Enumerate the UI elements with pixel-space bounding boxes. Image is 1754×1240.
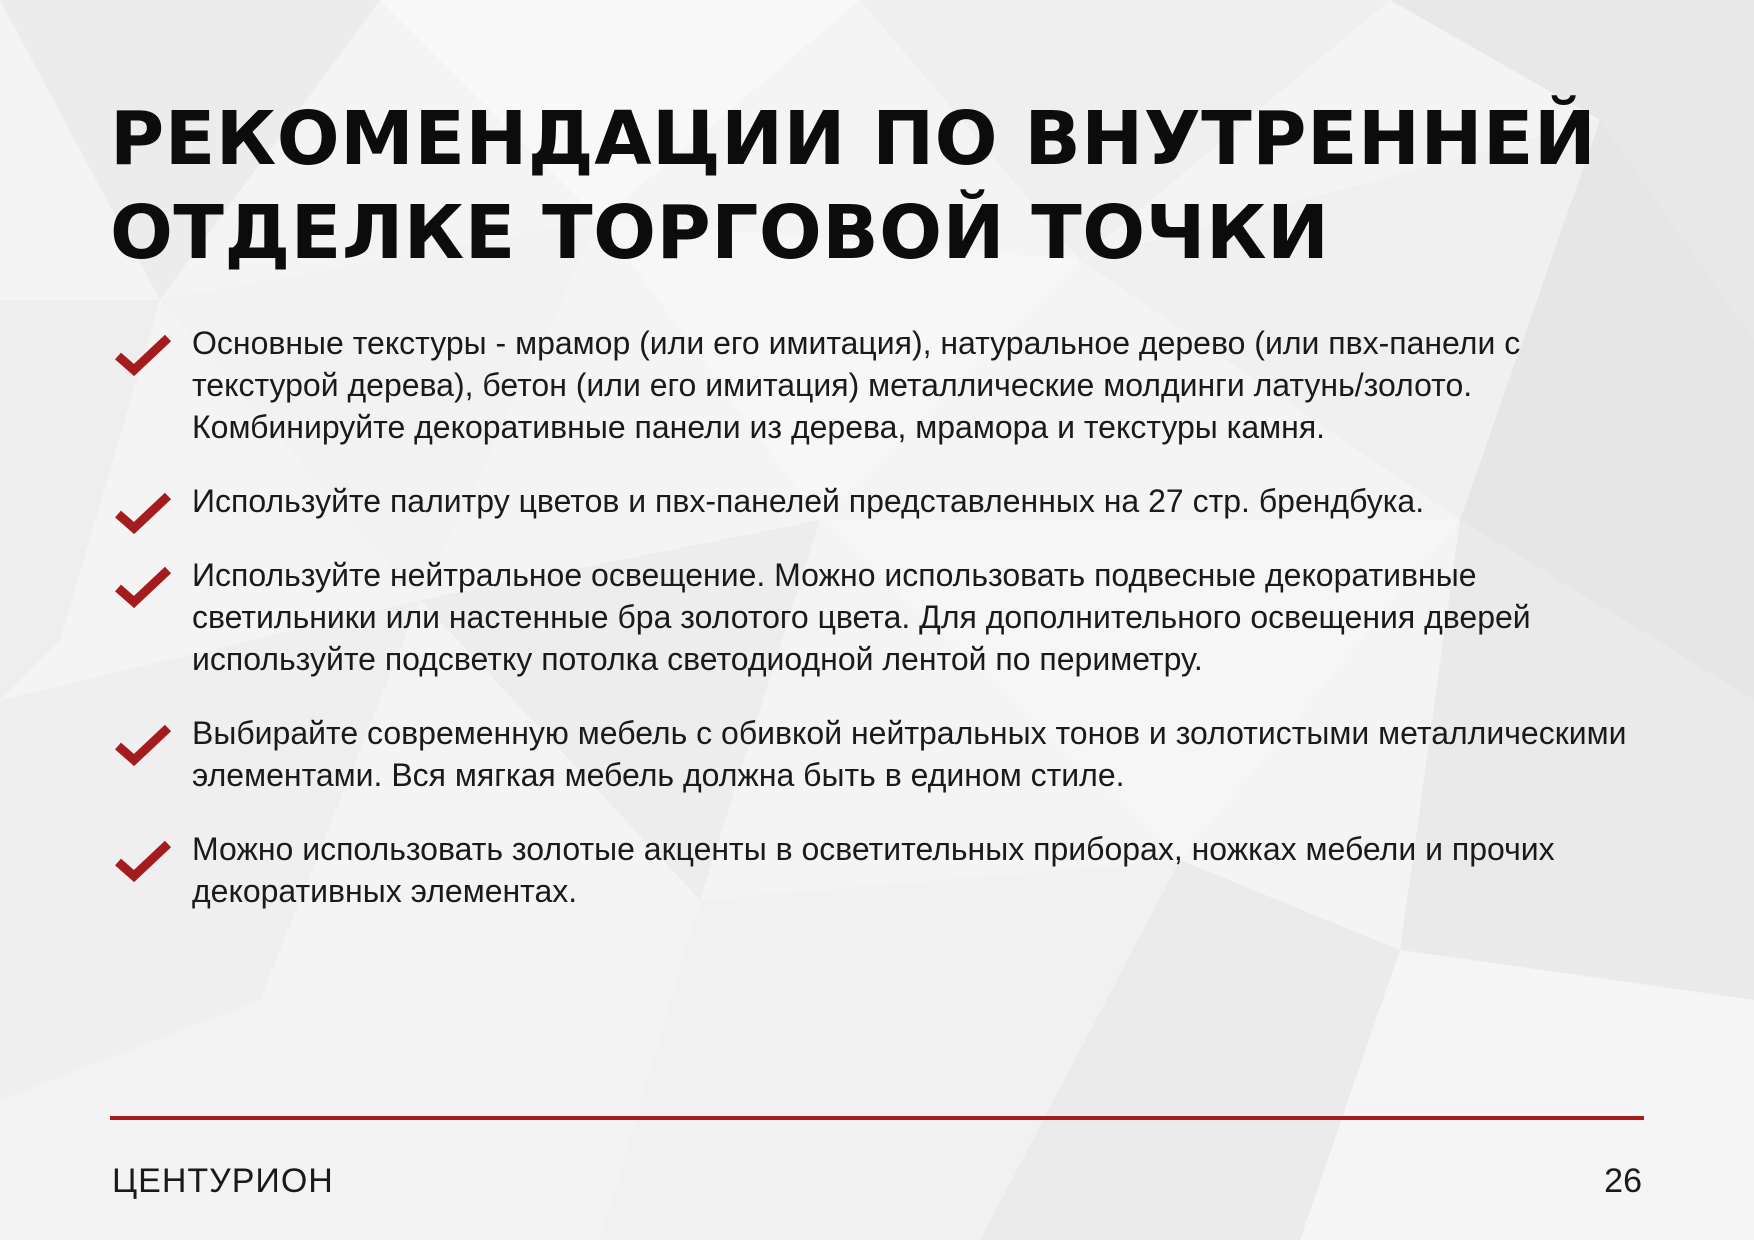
- list-item: [110, 322, 1670, 448]
- list-item-text: Выбирайте современную мебель с обивкой нейтральных тонов и золотистыми металлическими элементами. Вся мягкая мебель должна быть в едином стиле.: [192, 715, 1627, 793]
- check-icon: [114, 722, 172, 768]
- list-item-text: Основные текстуры - мрамор (или его имитация), натуральное дерево (или пвх-панели с текстурой дерева), бетон (или его имитация) металлические молдинги латунь/золото. Комбинируйте декоративные панели из дерева, мрамора и текстуры камня.: [192, 325, 1521, 445]
- list-item-text: Используйте палитру цветов и пвх-панелей представленных на 27 стр. брендбука.: [192, 483, 1425, 519]
- list-item: [110, 828, 1670, 912]
- list-item-text: Можно использовать золотые акценты в осветительных приборах, ножках мебели и прочих декоративных элементах.: [192, 831, 1555, 909]
- check-icon: [114, 564, 172, 610]
- footer-divider: [110, 1116, 1644, 1120]
- footer-brand: ЦЕНТУРИОН: [112, 1162, 334, 1200]
- page-title: РЕКОМЕНДАЦИИ ПО ВНУТРЕННЕЙ ОТДЕЛКЕ ТОРГОВОЙ ТОЧКИ: [110, 96, 1597, 276]
- list-item: [110, 554, 1670, 680]
- check-icon: [114, 490, 172, 536]
- check-icon: [114, 332, 172, 378]
- list-item: [110, 480, 1670, 522]
- check-icon: [114, 838, 172, 884]
- list-item: [110, 712, 1670, 796]
- list-item-text: Используйте нейтральное освещение. Можно использовать подвесные декоративные светильники или настенные бра золотого цвета. Для дополнительного освещения дверей используйте подсветку потолка светодиодной лентой по периметру.: [192, 557, 1531, 677]
- page-number: 26: [1604, 1162, 1642, 1200]
- recommendation-list: [110, 322, 1670, 944]
